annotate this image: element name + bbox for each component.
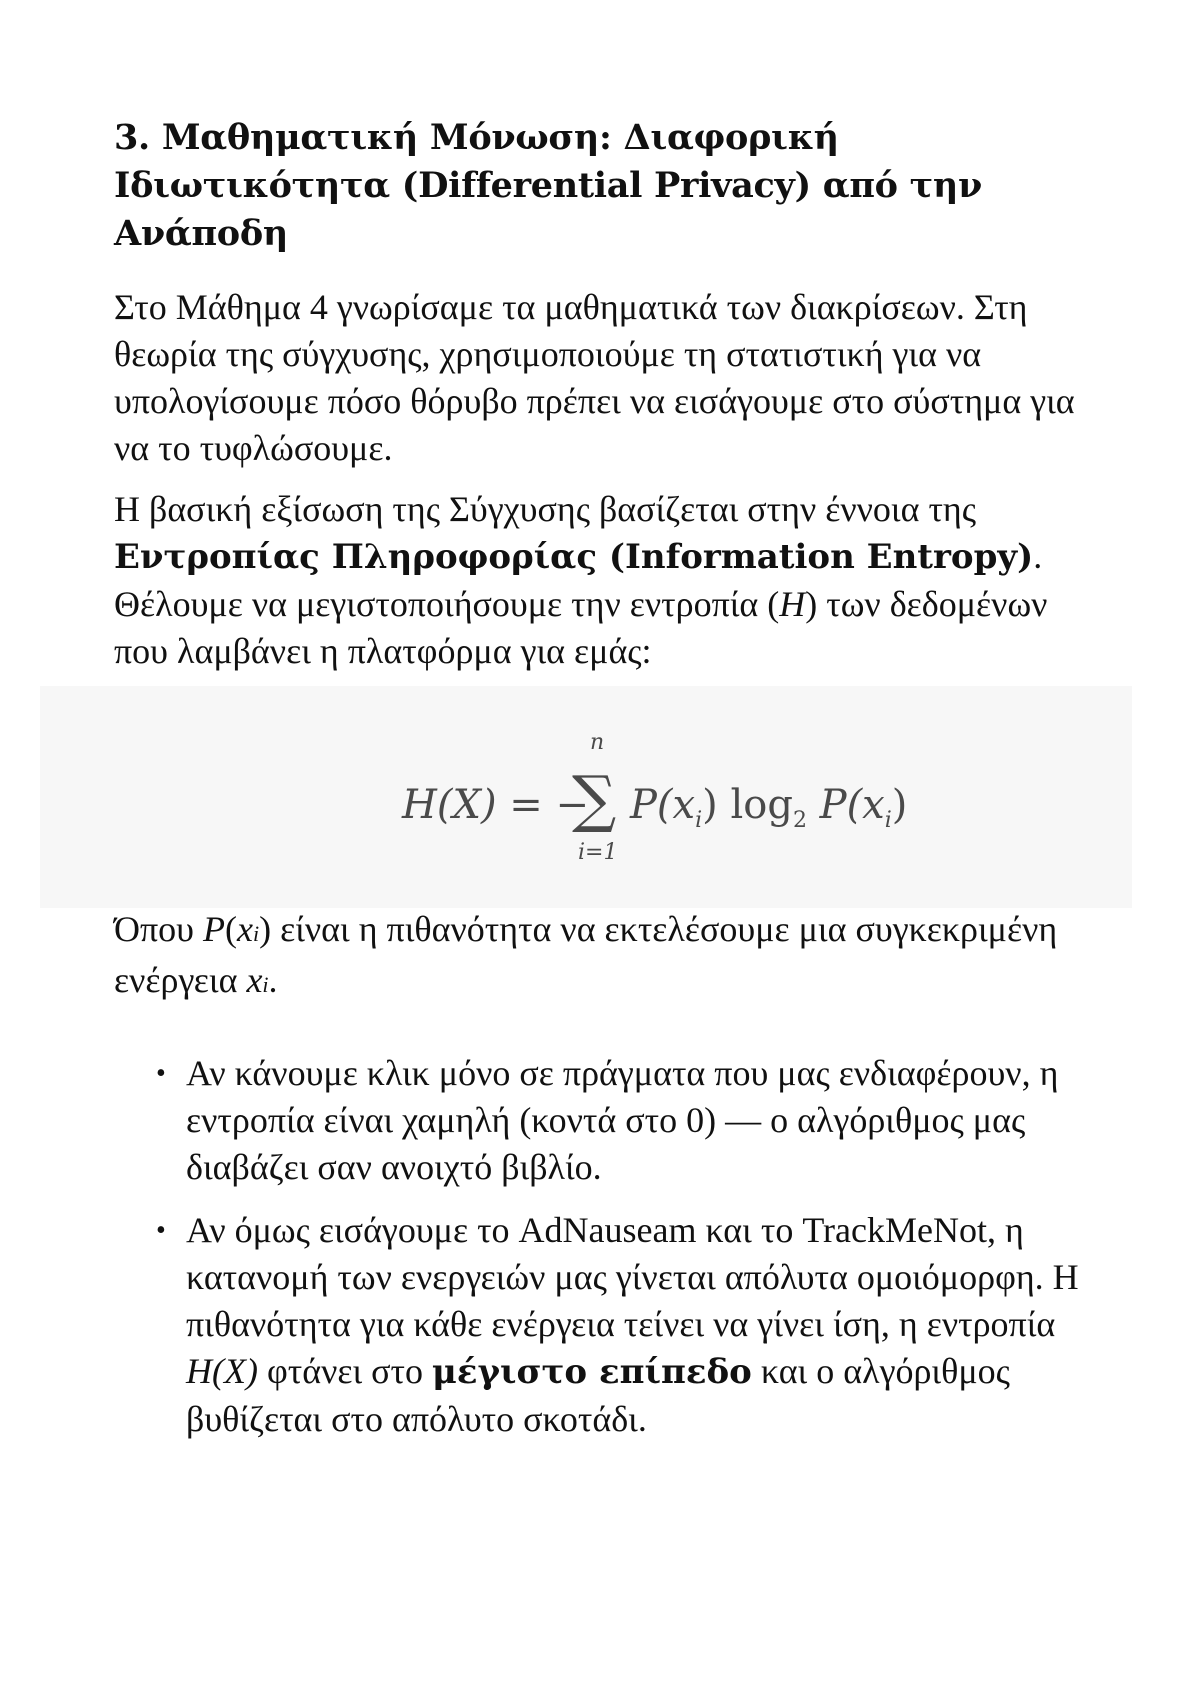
formula-rhs-c-sub: i: [884, 808, 892, 833]
probability-text-b: (: [225, 909, 237, 949]
list-item: [114, 1050, 1084, 1191]
bullet-icon: •: [156, 1058, 166, 1089]
bullet-icon: •: [156, 1215, 166, 1246]
entropy-variable: H: [779, 584, 806, 624]
formula-rhs-b: ) log: [702, 782, 793, 828]
sum-lower-limit: [578, 840, 617, 865]
entropy-formula: [402, 730, 908, 870]
entropy-paragraph: [114, 486, 1094, 675]
formula-lhs-text: H(X) = −: [402, 782, 590, 828]
formula-rhs-a-sub: i: [695, 808, 703, 833]
list-item: [114, 1207, 1084, 1443]
entropy-paragraph-text-2: . Θέλουμε να μεγιστοποιήσουμε την εντροπία (: [114, 536, 1043, 624]
formula-rhs-c: P(x: [806, 782, 885, 828]
entropy-term: Εντροπίας Πληροφορίας (Information Entropy): [114, 537, 1034, 577]
action-var-x: x: [246, 960, 263, 1000]
bullet-list: [114, 1050, 1084, 1459]
probability-sub-i: i: [252, 921, 260, 946]
formula-lhs: [402, 780, 589, 830]
formula-rhs-a: P(x: [630, 782, 696, 828]
formula-rhs: [630, 780, 907, 846]
probability-var-p: P: [203, 909, 225, 949]
entropy-hx: H(X): [186, 1351, 258, 1391]
max-level-term: μέγιστο επίπεδο: [432, 1352, 752, 1392]
action-sub-i: i: [262, 972, 269, 997]
formula-block: [40, 686, 1132, 908]
intro-paragraph: Στο Μάθημα 4 γνωρίσαμε τα μαθηματικά των διακρίσεων. Στη θεωρία της σύγχυσης, χρησιμοποιούμε τη στατιστική για να υπολογίσουμε πόσο θόρυβο πρέπει να εισάγουμε στο σύστημα για να το τυφλώσουμε.: [114, 287, 1075, 468]
section-heading: 3. Μαθηματική Μόνωση: Διαφορική Ιδιωτικότητα (Differential Privacy) από την Ανάποδη: [114, 117, 982, 254]
list-item-text: Αν κάνουμε κλικ μόνο σε πράγματα που μας ενδιαφέρουν, η εντροπία είναι χαμηλή (κοντά στο 0) — ο αλγόριθμος μας διαβάζει σαν ανοιχτό βιβλίο.: [186, 1053, 1059, 1187]
probability-paragraph: [114, 906, 1094, 1008]
formula-rhs-d: ): [891, 782, 908, 828]
probability-text-c: ) είναι η πιθανότητα να εκτελέσουμε μια συγκεκριμένη ενέργεια: [114, 909, 1058, 1000]
formula-rhs-b-sub: 2: [792, 808, 807, 833]
entropy-paragraph-text-3: ) των δεδομένων που λαμβάνει η πλατφόρμα για εμάς:: [114, 584, 1048, 671]
probability-text-d: .: [268, 960, 278, 1000]
entropy-paragraph-text: Η βασική εξίσωση της Σύγχυσης βασίζεται στην έννοια της: [114, 489, 976, 529]
probability-var-x: x: [237, 909, 253, 949]
probability-text-a: Όπου: [114, 909, 203, 949]
list-item-text-3: και ο αλγόριθμος βυθίζεται στο απόλυτο σκοτάδι.: [186, 1351, 1010, 1439]
list-item-text: Αν όμως εισάγουμε το AdNauseam και το TrackMeNot, η κατανομή των ενεργειών μας γίνεται απόλυτα ομοιόμορφη. Η πιθανότητα για κάθε ενέργεια τείνει να γίνει ίση, η εντροπία: [186, 1210, 1079, 1344]
sum-upper-limit: n: [590, 730, 605, 755]
list-item-text-2: φτάνει στο: [257, 1351, 433, 1391]
sigma-symbol: ∑: [572, 762, 617, 835]
sum-lower-text: i=1: [578, 840, 618, 865]
